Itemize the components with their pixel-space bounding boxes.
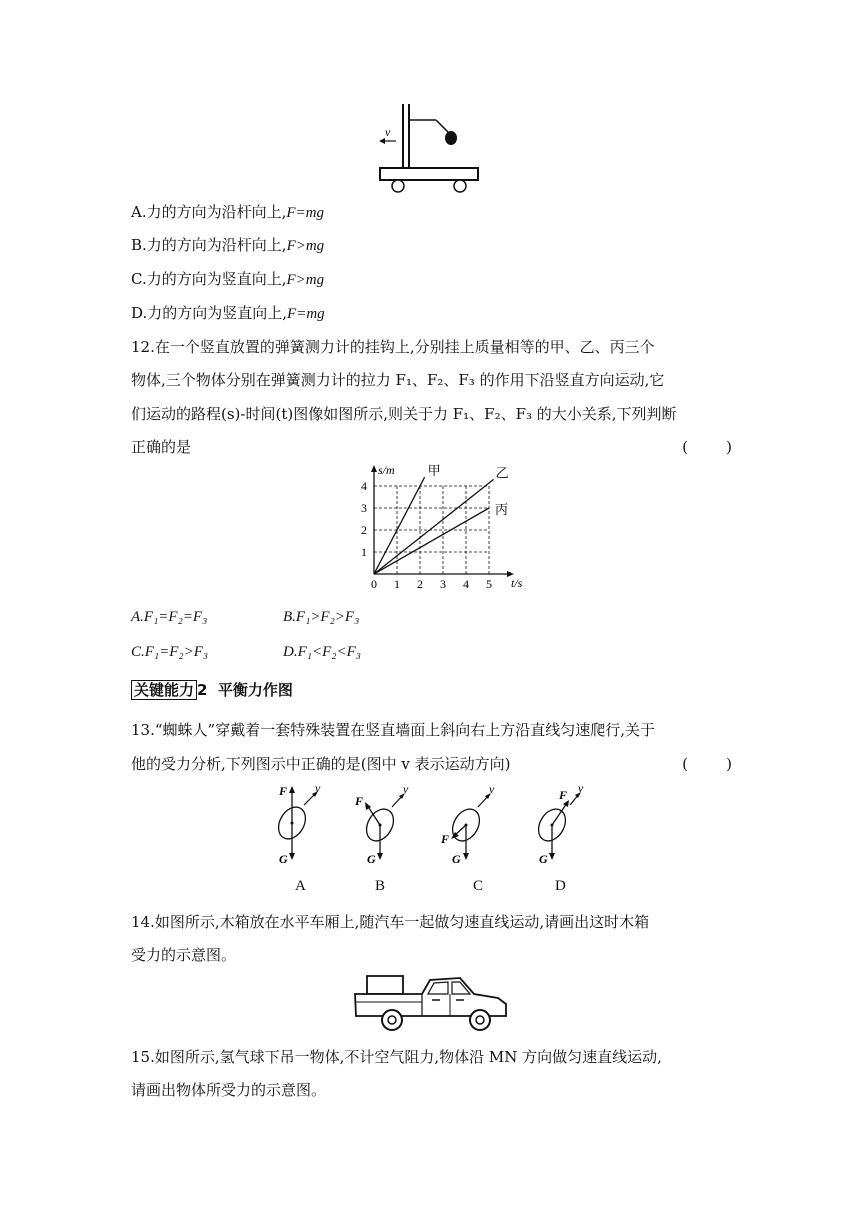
svg-text:G: G: [367, 852, 376, 866]
q11-option-d: D.力的方向为竖直向上,F=mg: [131, 304, 325, 322]
svg-text:F: F: [355, 794, 364, 808]
x-tick-label: 2: [417, 577, 423, 591]
wooden-box: [367, 976, 403, 994]
q11-cart-figure: [376, 100, 496, 195]
y-tick-label: 3: [361, 501, 367, 515]
x-tick-label: 5: [486, 577, 492, 591]
q11-option-b: B.力的方向为沿杆向上,F>mg: [131, 236, 325, 254]
q14-truck-figure: [352, 970, 512, 1032]
q12-option-b: B.F₁>F₂>F₃: [283, 609, 360, 625]
force-G-label: G: [279, 852, 288, 866]
q12-stem-line4: 正确的是: [131, 438, 192, 456]
cart-wheel: [392, 180, 404, 192]
q13-label-d: D: [555, 878, 566, 894]
x-tick-label: 1: [394, 577, 400, 591]
q12-option-c: C.F₁=F₂>F₃: [131, 644, 209, 660]
force-F-label: F: [279, 784, 288, 798]
q14-stem-line1: 14.如图所示,木箱放在水平车厢上,随汽车一起做匀速直线运动,请画出这时木箱: [131, 913, 650, 931]
section-title: 平衡力作图: [217, 681, 293, 699]
q12-stem-line3: 们运动的路程(s)-时间(t)图像如图所示,则关于力 F₁、F₂、F₃ 的大小关系,下列判断: [131, 405, 677, 423]
y-axis-arrow: [371, 465, 377, 472]
q13-label-c: C: [473, 878, 484, 894]
svg-text:v: v: [578, 781, 584, 795]
section-tag: 关键能力: [131, 680, 197, 700]
series-line-乙: [374, 479, 494, 574]
y-tick-label: 4: [361, 479, 367, 493]
svg-text:F: F: [559, 788, 568, 802]
q12-answer-blank: ( ): [682, 438, 732, 456]
series-label: 丙: [495, 502, 509, 517]
q12-option-a: A.F₁=F₂=F₃: [131, 609, 208, 625]
q13-diagram-a: [270, 783, 330, 873]
hanging-ball: [445, 131, 457, 145]
series-label: 乙: [495, 465, 509, 481]
y-tick-label: 1: [361, 545, 367, 559]
q14-stem-line2: 受力的示意图。: [131, 946, 237, 964]
cart-wheel: [454, 180, 466, 192]
q13-label-b: B: [375, 878, 386, 894]
q13-diagram-d: [530, 783, 590, 873]
q15-stem-line2: 请画出物体所受力的示意图。: [131, 1081, 327, 1099]
truck-wheel: [382, 1010, 402, 1030]
q11-option-a: A.力的方向为沿杆向上,F=mg: [131, 203, 324, 221]
section-heading: [131, 678, 293, 702]
q11-option-c: C.力的方向为竖直向上,F>mg: [131, 270, 325, 288]
y-tick-label: 2: [361, 523, 367, 537]
velocity-label: v: [385, 125, 391, 139]
q15-stem-line1: 15.如图所示,氢气球下吊一物体,不计空气阻力,物体沿 MN 方向做匀速直线运动,: [131, 1048, 662, 1066]
q12-option-d: D.F₁<F₂<F₃: [283, 644, 361, 660]
x-tick-label: 3: [440, 577, 446, 591]
cart-body: [380, 168, 478, 180]
q12-stem-line1: 12.在一个竖直放置的弹簧测力计的挂钩上,分别挂上质量相等的甲、乙、丙三个: [131, 338, 655, 356]
q13-answer-blank: ( ): [682, 755, 732, 773]
q12-st-chart: [350, 462, 523, 602]
x-axis-label: t/s: [511, 576, 523, 590]
x-tick-label: 4: [463, 577, 469, 591]
section-num: 2: [197, 681, 208, 699]
series-label: 甲: [427, 463, 441, 479]
q12-stem-line2: 物体,三个物体分别在弹簧测力计的拉力 F₁、F₂、F₃ 的作用下沿竖直方向运动,它: [131, 371, 665, 389]
y-axis-label: s/m: [378, 463, 395, 477]
q13-label-a: A: [295, 878, 306, 894]
svg-text:G: G: [539, 852, 548, 866]
truck-wheel: [470, 1010, 490, 1030]
svg-text:v: v: [403, 782, 409, 796]
velocity-label: v: [315, 781, 321, 795]
svg-text:G: G: [452, 852, 461, 866]
q13-diagram-c: [438, 783, 498, 873]
x-tick-label: 0: [371, 577, 377, 591]
q13-diagram-b: [352, 783, 412, 873]
svg-text:F: F: [441, 832, 450, 846]
q13-stem-line1: 13.“蜘蛛人”穿戴着一套特殊装置在竖直墙面上斜向右上方沿直线匀速爬行,关于: [131, 721, 655, 739]
q13-stem-line2: 他的受力分析,下列图示中正确的是(图中 v 表示运动方向): [131, 755, 511, 773]
svg-text:v: v: [489, 782, 495, 796]
